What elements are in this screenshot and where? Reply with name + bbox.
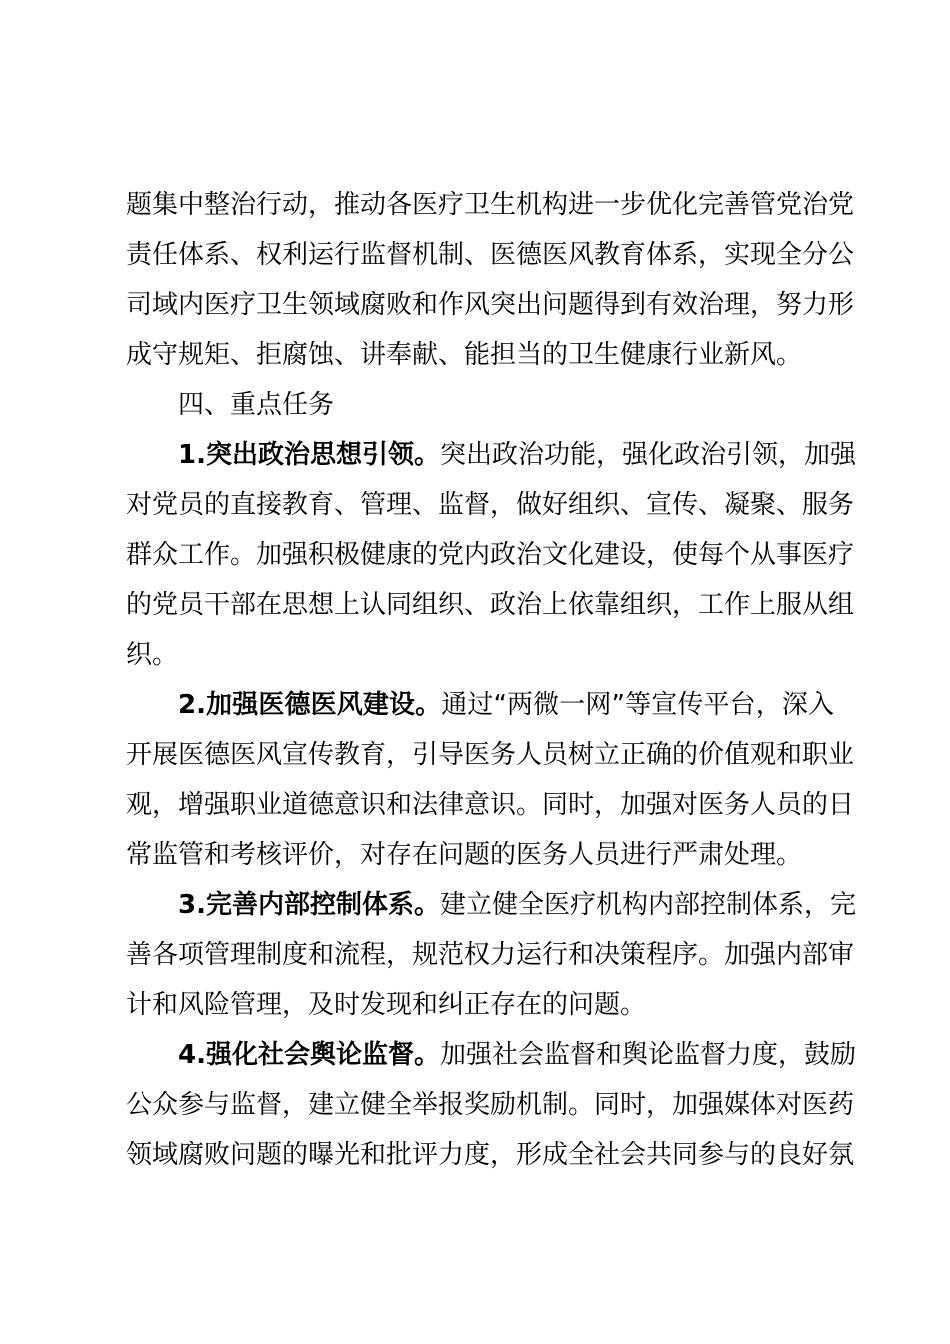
task-text: 加强社会监督和舆论监督力度，鼓励 — [439, 1040, 856, 1070]
task-first-line — [126, 1030, 856, 1080]
task-1-paragraph — [126, 430, 856, 680]
task-3-paragraph — [126, 880, 856, 1030]
task-first-line — [126, 680, 834, 730]
task-title: 4.强化社会舆论监督。 — [178, 1040, 440, 1070]
intro-line: 成守规矩、拒腐蚀、讲奉献、能担当的卫生健康行业新风。 — [126, 340, 803, 370]
task-line: 公众参与监督，建立健全举报奖励机制。同时，加强媒体对医药 — [126, 1090, 855, 1120]
intro-line: 题集中整治行动，推动各医疗卫生机构进一步优化完善管党治党 — [126, 190, 855, 220]
task-line: 领域腐败问题的曝光和批评力度，形成全社会共同参与的良好氛 — [126, 1140, 855, 1170]
task-line: 群众工作。加强积极健康的党内政治文化建设，使每个从事医疗 — [126, 540, 855, 570]
task-text: 突出政治功能，强化政治引领，加强 — [439, 440, 856, 470]
section-heading: 四、重点任务 — [178, 390, 335, 420]
task-first-line — [126, 430, 856, 480]
task-line: 织。 — [126, 640, 179, 670]
task-line: 善各项管理制度和流程，规范权力运行和决策程序。加强内部审 — [126, 940, 855, 970]
intro-paragraph — [126, 180, 855, 380]
document-body — [126, 180, 856, 1180]
task-line: 对党员的直接教育、管理、监督，做好组织、宣传、凝聚、服务 — [126, 490, 855, 520]
task-2-paragraph — [126, 680, 855, 880]
task-line: 计和风险管理，及时发现和纠正存在的问题。 — [126, 990, 647, 1020]
task-first-line — [126, 880, 856, 930]
task-text: 建立健全医疗机构内部控制体系，完 — [439, 890, 856, 920]
task-title: 3.完善内部控制体系。 — [178, 890, 440, 920]
task-text: 通过“两微一网”等宣传平台，深入 — [441, 690, 834, 720]
task-line: 开展医德医风宣传教育，引导医务人员树立正确的价值观和职业 — [126, 740, 855, 770]
task-line: 常监管和考核评价，对存在问题的医务人员进行严肃处理。 — [126, 840, 803, 870]
task-line: 的党员干部在思想上认同组织、政治上依靠组织，工作上服从组 — [126, 590, 855, 620]
task-4-paragraph — [126, 1030, 856, 1180]
task-title: 2.加强医德医风建设。 — [178, 690, 442, 720]
intro-line: 责任体系、权利运行监督机制、医德医风教育体系，实现全分公 — [126, 240, 855, 270]
task-title: 1.突出政治思想引领。 — [178, 440, 440, 470]
task-line: 观，增强职业道德意识和法律意识。同时，加强对医务人员的日 — [126, 790, 855, 820]
intro-line: 司域内医疗卫生领域腐败和作风突出问题得到有效治理，努力形 — [126, 290, 855, 320]
